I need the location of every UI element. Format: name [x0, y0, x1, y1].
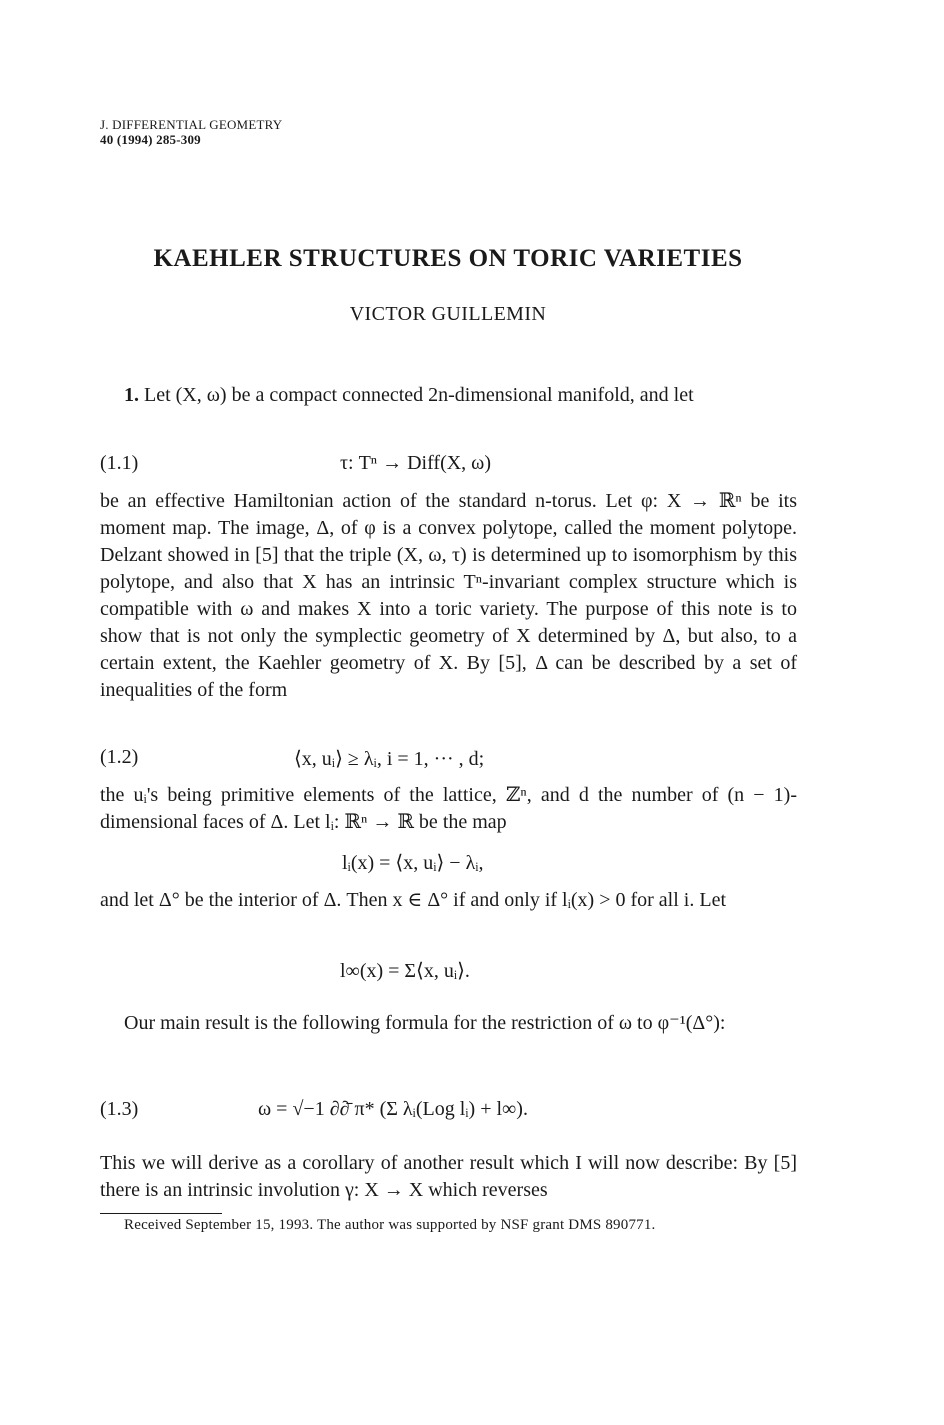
paragraph-5: Our main result is the following formula for the restriction of ω to φ⁻¹(Δ°):	[124, 1012, 726, 1034]
paragraph-2: be an effective Hamiltonian action of the standard n-torus. Let φ: X → ℝⁿ be its moment map. The image, Δ, of φ is a convex polytope, called the moment polytope. Delzant showed in [5] that the triple (X, ω, τ) is determined up to isomorphism by this polytope, and also that X has an intrinsic Tⁿ-invariant complex structure which is compatible with ω and makes X into a toric variety. The purpose of this note is to show that is not only the symplectic geometry of X determined by Δ, but also, to a certain extent, the Kaehler geometry of X. By [5], Δ can be described by a set of inequalities of the form	[100, 490, 797, 701]
paper-title: KAEHLER STRUCTURES ON TORIC VARIETIES	[153, 245, 743, 272]
equation-li: lᵢ(x) = ⟨x, uᵢ⟩ − λᵢ,	[342, 852, 484, 874]
volume-info: 40 (1994) 285-309	[100, 132, 201, 147]
footnote-rule	[100, 1213, 222, 1214]
footnote: Received September 15, 1993. The author was supported by NSF grant DMS 890771.	[124, 1217, 656, 1233]
equation-linf: l∞(x) = Σ⟨x, uᵢ⟩.	[340, 960, 470, 982]
paragraph-1-text: Let (X, ω) be a compact connected 2n-dimensional manifold, and let	[144, 384, 694, 406]
equation-1-3: ω = √−1 ∂∂̄ π* (Σ λᵢ(Log lᵢ) + l∞).	[258, 1098, 528, 1120]
paragraph-6: This we will derive as a corollary of another result which I will now describe: By [5] there is an intrinsic involution γ: X → X which reverses	[100, 1152, 797, 1201]
section-number: 1.	[124, 384, 139, 406]
equation-1-2-label: (1.2)	[100, 746, 139, 768]
equation-1-2: ⟨x, uᵢ⟩ ≥ λᵢ, i = 1, ··· , d;	[294, 748, 485, 770]
paragraph-4: and let Δ° be the interior of Δ. Then x ∈ Δ° if and only if lᵢ(x) > 0 for all i. Let	[100, 889, 726, 911]
paragraph-3: the uᵢ's being primitive elements of the lattice, ℤⁿ, and d the number of (n − 1)-dimensional faces of Δ. Let lᵢ: ℝⁿ → ℝ be the map	[100, 784, 797, 833]
equation-1-1: τ: Tⁿ → Diff(X, ω)	[340, 452, 491, 474]
journal-header	[100, 117, 282, 147]
equation-1-1-label: (1.1)	[100, 452, 139, 474]
journal-name: J. DIFFERENTIAL GEOMETRY	[100, 117, 283, 132]
equation-1-3-label: (1.3)	[100, 1098, 139, 1120]
paragraph-1	[100, 382, 797, 409]
paper-author: VICTOR GUILLEMIN	[349, 303, 547, 325]
